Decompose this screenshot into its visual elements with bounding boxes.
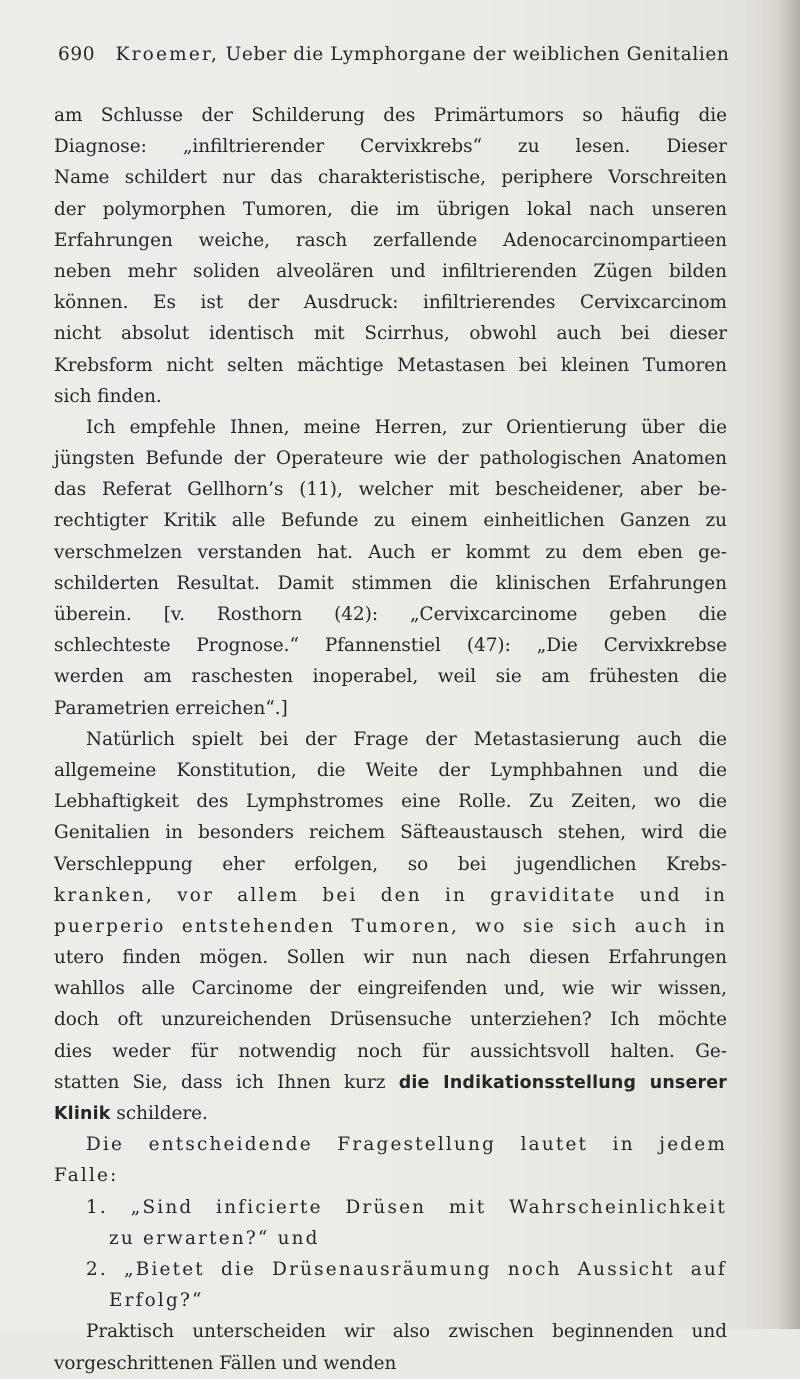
text-line: Verschleppung eher erfolgen, so bei jugendlichen Krebs- xyxy=(54,853,727,875)
text-line: vorgeschrittenen Fällen und wenden xyxy=(54,1352,397,1374)
text-line: Krebsform nicht selten mächtige Metastasen bei kleinen Tumoren xyxy=(54,354,727,376)
text-line: kranken, vor allem bei den in graviditate und in xyxy=(54,884,727,906)
text-line: Name schildert nur das charakteristische, periphere Vorschreiten xyxy=(54,167,727,189)
text-line: puerperio entstehenden Tumoren, wo sie sich auch in xyxy=(54,915,727,937)
bold-phrase: die Indikationsstellung unserer xyxy=(398,1072,727,1093)
text-line: Natürlich spielt bei der Frage der Metastasierung auch die xyxy=(86,728,727,750)
text-line: überein. [v. Rosthorn (42): „Cervixcarcinome geben die xyxy=(54,604,727,625)
text-line: Praktisch unterscheiden wir also zwischen beginnenden und xyxy=(86,1321,727,1343)
text-line: Die entscheidende Fragestellung lautet in jedem xyxy=(86,1134,727,1156)
text-line: dies weder für notwendig noch für aussichtsvoll halten. Ge- xyxy=(54,1040,727,1062)
text-line: Lebhaftigkeit des Lymphstromes eine Rolle. Zu Zeiten, wo die xyxy=(54,791,727,813)
text-line: nicht absolut identisch mit Scirrhus, obwohl auch bei dieser xyxy=(54,323,727,345)
text-line-mixed xyxy=(54,1098,727,1129)
text-line: am Schlusse der Schilderung des Primärtumors so häufig die xyxy=(54,105,727,126)
list-item-1: 1. „Sind inficierte Drüsen mit Wahrscheinlichkeit xyxy=(86,1196,727,1218)
running-head xyxy=(58,44,758,65)
text-line: können. Es ist der Ausdruck: infiltrierendes Cervixcarcinom xyxy=(54,292,727,314)
bold-phrase: Klinik xyxy=(54,1104,111,1124)
text-line: Falle: xyxy=(54,1165,119,1187)
text-line: Genitalien in besonders reichem Säfteaustausch stehen, wird die xyxy=(54,822,727,844)
page-number: 690 xyxy=(58,44,96,65)
text-line: rechtigter Kritik alle Befunde zu einem einheitlichen Ganzen zu xyxy=(54,510,727,532)
text-line: allgemeine Konstitution, die Weite der Lymphbahnen und die xyxy=(54,759,727,781)
text-run: statten Sie, dass ich Ihnen kurz xyxy=(54,1071,386,1093)
text-line: sich finden. xyxy=(54,385,162,407)
text-line: Diagnose: „infiltrierender Cervixkrebs“ zu lesen. Dieser xyxy=(54,136,727,158)
text-run: schildere. xyxy=(116,1103,208,1124)
text-line-mixed xyxy=(54,1067,727,1098)
text-line: jüngsten Befunde der Operateure wie der pathologischen Anatomen xyxy=(54,448,727,470)
list-item-2-cont: Erfolg?“ xyxy=(109,1290,204,1312)
list-item-2: 2. „Bietet die Drüsenausräumung noch Aussicht auf xyxy=(86,1258,727,1280)
body-text xyxy=(54,100,727,1379)
text-line: schilderten Resultat. Damit stimmen die klinischen Erfahrungen xyxy=(54,572,727,594)
text-line: der polymorphen Tumoren, die im übrigen lokal nach unseren xyxy=(54,198,727,220)
text-line: neben mehr soliden alveolären und infiltrierenden Zügen bilden xyxy=(54,260,727,282)
text-line: doch oft unzureichenden Drüsensuche unterziehen? Ich möchte xyxy=(54,1009,727,1031)
text-line: Ich empfehle Ihnen, meine Herren, zur Orientierung über die xyxy=(86,416,727,438)
text-line: verschmelzen verstanden hat. Auch er kommt zu dem eben ge- xyxy=(54,541,727,563)
text-line: utero finden mögen. Sollen wir nun nach diesen Erfahrungen xyxy=(54,947,727,969)
text-line: wahllos alle Carcinome der eingreifenden und, wie wir wissen, xyxy=(54,978,727,1000)
author-name: Kroemer, xyxy=(115,44,220,65)
text-line: schlechteste Prognose.“ Pfannenstiel (47): „Die Cervixkrebse xyxy=(54,635,727,657)
list-item-1-cont: zu erwarten?“ und xyxy=(109,1227,320,1249)
text-line: das Referat Gellhorn’s (11), welcher mit bescheidener, aber be- xyxy=(54,479,727,501)
page-edge-shadow xyxy=(778,0,800,1329)
text-line: werden am raschesten inoperabel, weil sie am frühesten die xyxy=(54,666,727,688)
text-line: Parametrien erreichen“.] xyxy=(54,697,288,719)
running-title: Ueber die Lymphorgane der weiblichen Genitalien xyxy=(225,44,730,65)
text-line: Erfahrungen weiche, rasch zerfallende Adenocarcinompartieen xyxy=(54,229,727,251)
